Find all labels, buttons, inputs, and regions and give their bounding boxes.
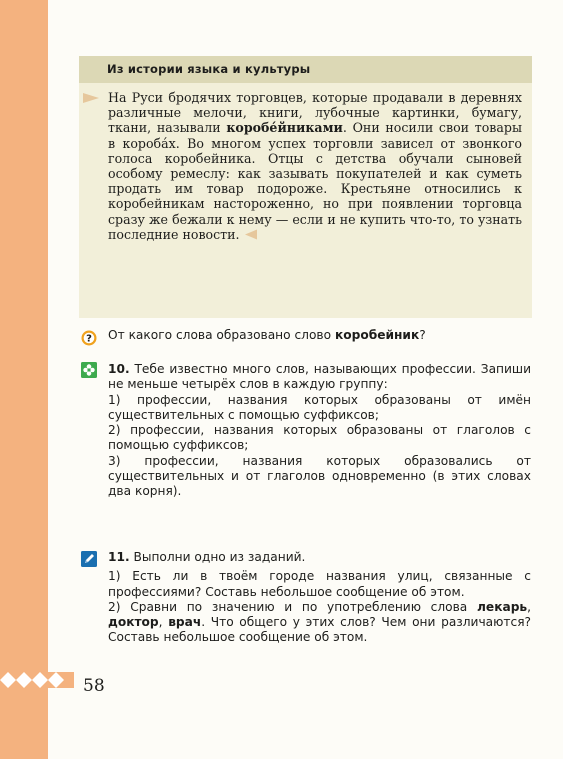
history-header <box>79 56 532 83</box>
exercise-11-separator: , <box>527 599 531 614</box>
history-text <box>108 90 522 242</box>
exercise-10-item: 1) профессии, названия которых образованы от имён существительных с помощью суффиксов; <box>108 392 531 422</box>
exercise-11-number: 11. <box>108 550 130 564</box>
exercise-11-item-1: 1) Есть ли в твоём городе названия улиц, связанные с профессиями? Составь небольшое сообщение об этом. <box>108 569 531 599</box>
history-term: коробе́йниками <box>226 120 343 136</box>
exercise-11-intro <box>108 550 531 565</box>
history-title: Из истории языка и культуры <box>107 62 311 76</box>
question-word: коробейник <box>334 328 420 342</box>
pencil-icon <box>81 551 97 567</box>
triangle-right-icon <box>82 92 100 104</box>
page-number: 58 <box>83 676 105 696</box>
history-text-start: На Руси бродячих торговцев, которые продавали в деревнях различные мелочи, книги, лубочные картинки, бумагу, ткани, называли <box>108 90 522 136</box>
exercise-10-item: 3) профессии, названия которых образовались от существительных и от глаголов одновременно (в этих словах два корня). <box>108 453 531 499</box>
triangle-left-icon <box>244 229 258 240</box>
exercise-11 <box>108 550 531 646</box>
exercise-11-word-2: доктор <box>108 615 159 630</box>
exercise-11-item-2-end: . Что общего у этих слов? Чем они различаются? Составь небольшое сообщение об этом. <box>108 615 532 645</box>
exercise-11-item-2-start: 2) Сравни по значению и по употреблению слова <box>108 599 477 614</box>
exercise-10-intro <box>108 362 531 393</box>
history-text-end: . Они носили свои товары в коробáх. Во многом успех торговли зависел от звонкого голоса коробейника. Отцы с детства обучали сыновей особому ремеслу: как зазывать покупателей и как суметь продать им товар подороже. Крестьяне относились к коробейникам настороженно, но при появлении торговца сразу же бежали к нему — если и не купить что-то, то узнать последние новости. <box>108 120 522 242</box>
exercise-10 <box>108 362 531 500</box>
question-line <box>108 328 426 343</box>
svg-text:?: ? <box>86 333 92 345</box>
question-mark: ? <box>419 328 426 342</box>
exercise-11-word-1: лекарь <box>477 599 528 614</box>
diamond-ornament <box>0 672 74 688</box>
exercise-10-number: 10. <box>108 362 130 376</box>
flower-icon <box>81 362 97 378</box>
exercise-10-item: 2) профессии, названия которых образованы от глаголов с помощью суффиксов; <box>108 423 531 453</box>
page-margin-strip <box>0 0 48 759</box>
exercise-11-word-3: врач <box>168 615 202 630</box>
question-text: От какого слова образовано слово <box>108 328 335 342</box>
history-box <box>79 56 532 318</box>
exercise-11-separator: , <box>158 615 169 630</box>
exercise-11-intro-text: Выполни одно из заданий. <box>133 550 306 564</box>
exercise-11-item-2 <box>108 600 531 646</box>
question-icon <box>81 330 97 346</box>
exercise-10-intro-text: Тебе известно много слов, называющих профессии. Запиши не меньше четырёх слов в каждую группу: <box>108 362 532 392</box>
